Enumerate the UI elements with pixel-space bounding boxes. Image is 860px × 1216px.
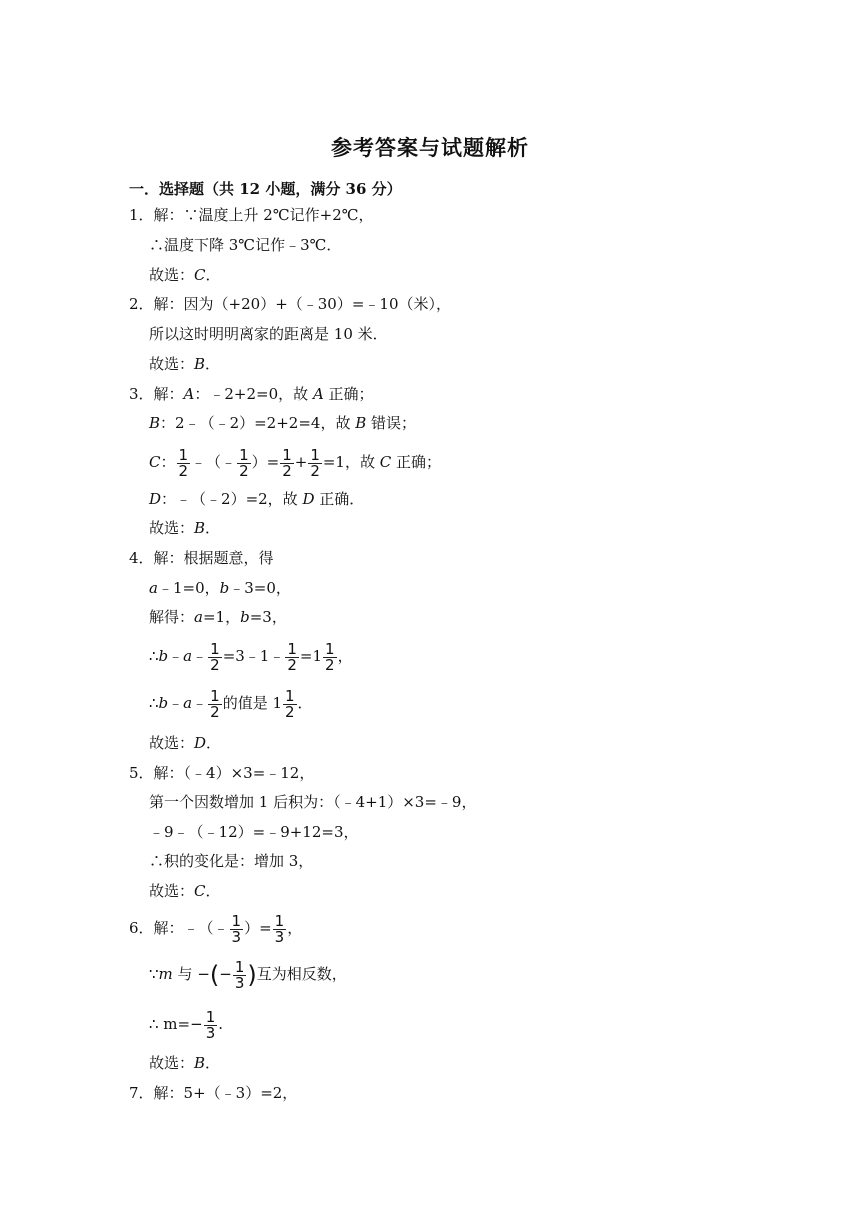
fraction-third: $\frac{1}{3}$: [205, 1007, 216, 1042]
q6-line-3: ∴ m=− $\frac{1}{3}$ .: [149, 1007, 224, 1042]
fraction-half: $\frac{1}{2}$: [282, 445, 292, 480]
q6-line-1: 6．解：﹣（﹣ $\frac{1}{3}$ ）= $\frac{1}{3}$ ，: [129, 911, 303, 946]
fraction-half: $\frac{1}{2}$: [285, 686, 295, 721]
q3-line-c: C： $\frac{1}{2}$ ﹣（﹣ $\frac{1}{2}$ ）= $\frac{1}{2}$ + $\frac{1}{2}$ =1，故 C 正确；: [149, 445, 442, 480]
q5-line-3: ﹣9﹣（﹣12）=﹣9+12=3，: [149, 823, 359, 841]
q2-line-1: 2．解：因为（+20）+（﹣30）=﹣10（米），: [129, 295, 452, 313]
q2-answer: 故选：B．: [149, 355, 221, 373]
q3-line-a: 3．解：A：﹣2+2=0，故 A 正确；: [129, 385, 374, 403]
fraction-third: $\frac{1}{3}$: [274, 911, 285, 946]
q7-line-1: 7．解：5+（﹣3）=2，: [129, 1084, 298, 1102]
q6-answer: 故选：B．: [149, 1054, 221, 1072]
q5-line-4: ∴积的变化是：增加 3，: [149, 852, 314, 870]
section-heading: 一．选择题（共 12 小题，满分 36 分）: [129, 180, 402, 198]
q1-line-2: ∴温度下降 3℃记作﹣3℃．: [149, 236, 342, 254]
fraction-half: $\frac{1}{2}$: [239, 445, 249, 480]
q4-line-4: ∴b﹣a﹣ $\frac{1}{2}$ =3﹣1﹣ $\frac{1}{2}$ =1 $\frac{1}{2}$ ，: [149, 639, 353, 674]
q3-line-d: D：﹣（﹣2）=2，故 D 正确．: [149, 490, 365, 508]
q3-line-b: B：2﹣（﹣2）=2+2=4，故 B 错误；: [149, 414, 417, 432]
q1-answer: 故选：C．: [149, 266, 221, 284]
q5-line-1: 5．解：（﹣4）×3=﹣12，: [129, 764, 315, 782]
q4-line-5: ∴b﹣a﹣ $\frac{1}{2}$ 的值是 1 $\frac{1}{2}$ ．: [149, 686, 313, 721]
page-title: 参考答案与试题解析: [331, 135, 529, 160]
fraction-half: $\frac{1}{2}$: [310, 445, 320, 480]
q4-line-1: 4．解：根据题意，得: [129, 549, 274, 567]
q4-line-2: a﹣1=0，b﹣3=0，: [149, 579, 291, 597]
fraction-half: $\frac{1}{2}$: [178, 445, 189, 480]
q4-answer: 故选：D．: [149, 734, 222, 752]
q5-line-2: 第一个因数增加 1 后积为：（﹣4+1）×3=﹣9，: [149, 793, 477, 811]
q5-answer: 故选：C．: [149, 882, 221, 900]
q3-answer: 故选：B．: [149, 519, 221, 537]
fraction-half: $\frac{1}{2}$: [210, 686, 220, 721]
q6-line-2: ∵m 与 −(− $\frac{1}{3}$ )互为相反数，: [149, 957, 347, 992]
fraction-half: $\frac{1}{2}$: [210, 639, 220, 674]
fraction-third: $\frac{1}{3}$: [234, 957, 245, 992]
q1-line-1: 1．解：∵温度上升 2℃记作+2℃，: [129, 206, 374, 224]
fraction-third: $\frac{1}{3}$: [231, 911, 242, 946]
fraction-half: $\frac{1}{2}$: [325, 639, 335, 674]
q4-line-3: 解得：a=1，b=3，: [149, 608, 287, 626]
fraction-half: $\frac{1}{2}$: [287, 639, 297, 674]
q2-line-2: 所以这时明明离家的距离是 10 米．: [149, 325, 388, 343]
